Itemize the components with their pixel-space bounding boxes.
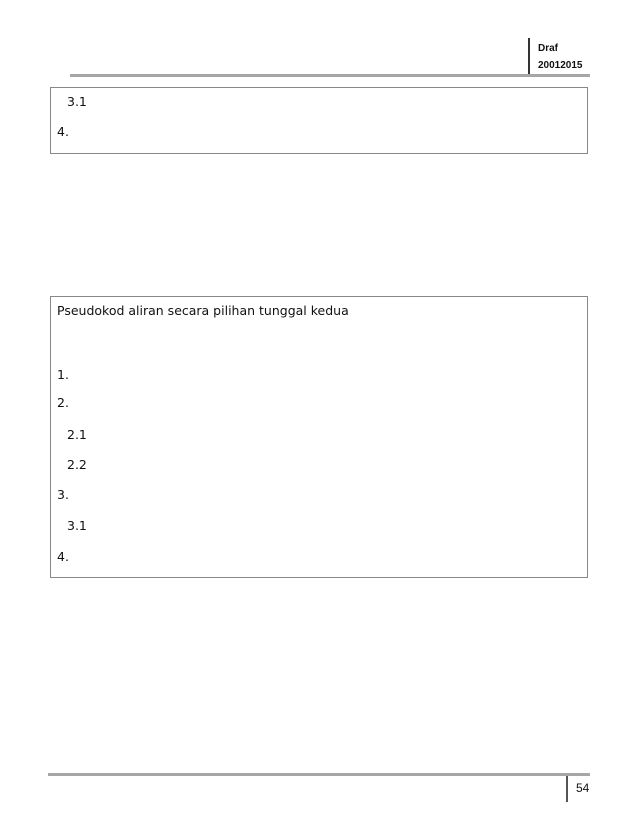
draft-stamp <box>528 38 590 74</box>
step-3-1: 3.1 <box>67 94 87 109</box>
step-2-1: 2.1 <box>67 427 87 442</box>
page-number-box <box>566 776 592 802</box>
step-3: 3. <box>57 487 69 502</box>
page-number: 54 <box>576 781 590 795</box>
pseudocode-title: Pseudokod aliran secara pilihan tunggal kedua <box>57 303 349 318</box>
pseudocode-box-continued <box>50 87 588 154</box>
step-4: 4. <box>57 124 69 139</box>
header-divider <box>70 74 590 77</box>
step-4: 4. <box>57 549 69 564</box>
footer-divider <box>48 773 590 776</box>
step-1: 1. <box>57 367 69 382</box>
draft-label: Draf <box>538 43 559 54</box>
draft-code: 20012015 <box>538 60 583 71</box>
pseudocode-box <box>50 296 588 578</box>
step-3-1: 3.1 <box>67 518 87 533</box>
step-2-2: 2.2 <box>67 457 87 472</box>
step-2: 2. <box>57 395 69 410</box>
